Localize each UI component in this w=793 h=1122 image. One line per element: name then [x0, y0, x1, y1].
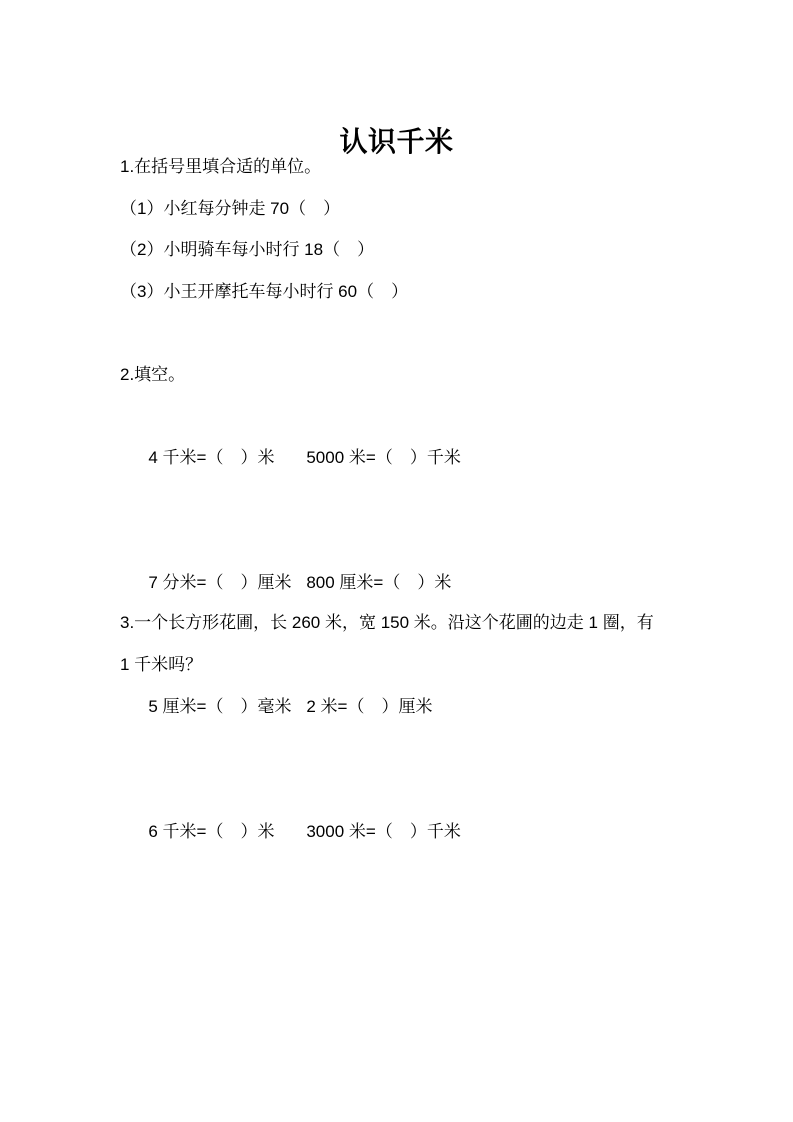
fill-blank-right: 5000 米=（ ）千米 — [306, 448, 461, 467]
question-1-item-1: （1）小红每分钟走 70（ ） — [120, 198, 341, 218]
fill-blank-right: 2 米=（ ）厘米 — [306, 697, 433, 716]
fill-blank-right: 800 厘米=（ ）米 — [306, 572, 452, 592]
question-3-section — [120, 602, 675, 685]
fill-blank-left: 4 千米=（ ）米 — [148, 448, 275, 467]
question-2-heading: 2.填空。 — [120, 365, 186, 384]
fill-blank-left: 5 厘米=（ ）毫米 — [148, 697, 292, 716]
page-title: 认识千米 — [339, 125, 454, 157]
fill-blank-right: 3000 米=（ ）千米 — [306, 821, 461, 841]
fill-blank-left: 6 千米=（ ）米 — [148, 821, 275, 841]
fill-blank-left: 7 分米=（ ）厘米 — [148, 572, 292, 592]
question-1-section — [120, 146, 675, 312]
question-3-line-1: 3.一个长方形花圃，长 260 米，宽 150 米。沿这个花圃的边走 1 圈，有 — [120, 613, 654, 632]
fill-blank-row — [120, 396, 675, 521]
question-3-line-2: 1 千米吗？ — [120, 654, 203, 674]
question-1-item-3: （3）小王开摩托车每小时行 60（ ） — [120, 281, 409, 301]
question-1-item-2: （2）小明骑车每小时行 18（ ） — [120, 240, 375, 259]
question-1-heading: 1.在括号里填合适的单位。 — [120, 157, 322, 176]
fill-blank-row — [120, 769, 675, 894]
